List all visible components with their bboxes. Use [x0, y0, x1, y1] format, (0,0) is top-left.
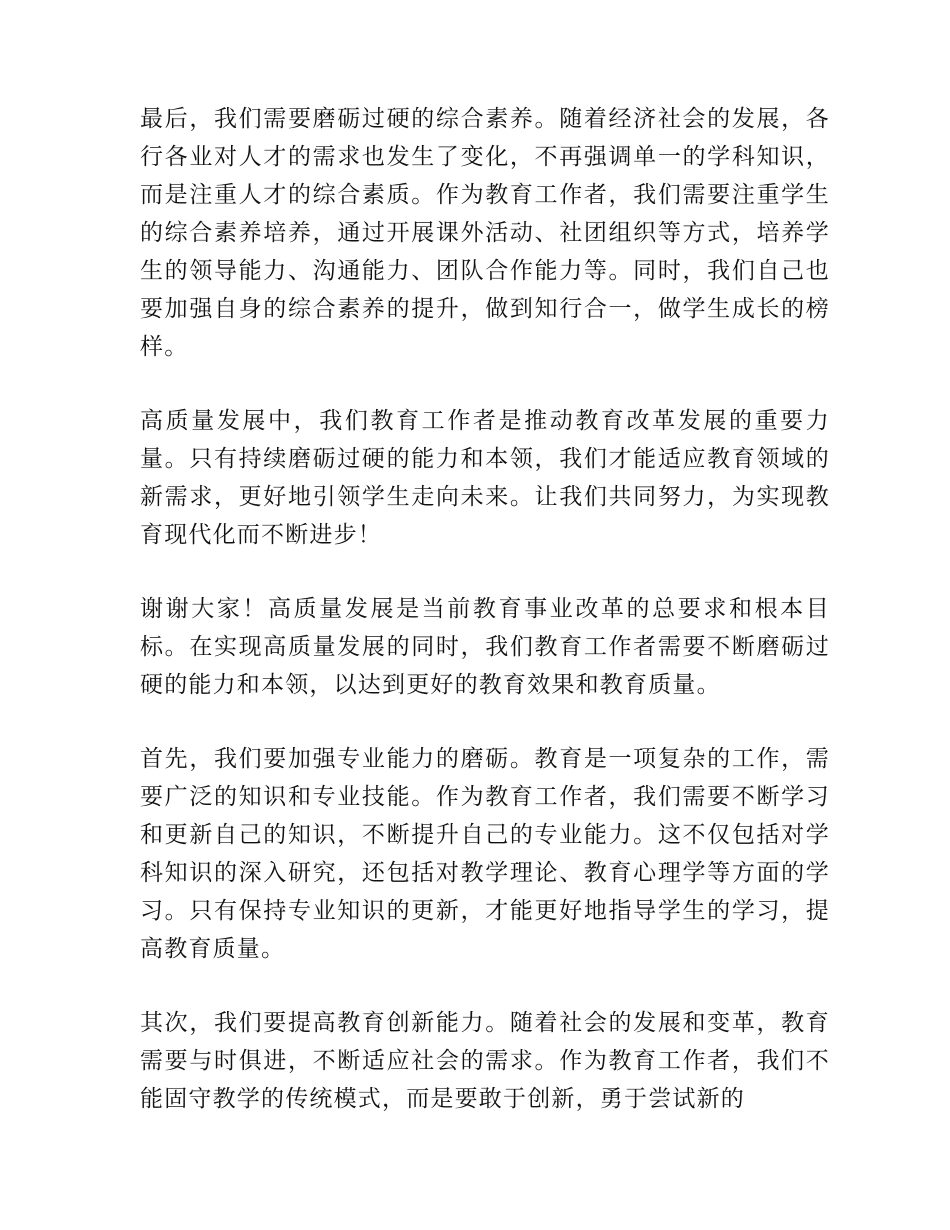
- paragraph-professional-ability: 首先，我们要加强专业能力的磨砺。教育是一项复杂的工作，需要广泛的知识和专业技能。作为教育工作者，我们需要不断学习和更新自己的知识，不断提升自己的专业能力。这不仅包括对学科知识的深入研究，还包括对教学理论、教育心理学等方面的学习。只有保持专业知识的更新，才能更好地指导学生的学习，提高教育质量。: [140, 746, 830, 962]
- paragraph-innovation-ability: 其次，我们要提高教育创新能力。随着社会的发展和变革，教育需要与时俱进，不断适应社会的需求。作为教育工作者，我们不能固守教学的传统模式，而是要敢于创新，勇于尝试新的: [140, 1010, 830, 1112]
- paragraph-high-quality-development: 高质量发展中，我们教育工作者是推动教育改革发展的重要力量。只有持续磨砺过硬的能力和本领，我们才能适应教育领域的新需求，更好地引领学生走向未来。让我们共同努力，为实现教育现代化而不断进步！: [140, 408, 830, 548]
- document-body: [140, 100, 830, 1154]
- paragraph-thanks: 谢谢大家！高质量发展是当前教育事业改革的总要求和根本目标。在实现高质量发展的同时，我们教育工作者需要不断磨砺过硬的能力和本领，以达到更好的教育效果和教育质量。: [140, 596, 830, 698]
- paragraph-comprehensive-quality: 最后，我们需要磨砺过硬的综合素养。随着经济社会的发展，各行各业对人才的需求也发生了变化，不再强调单一的学科知识，而是注重人才的综合素质。作为教育工作者，我们需要注重学生的综合素养培养，通过开展课外活动、社团组织等方式，培养学生的领导能力、沟通能力、团队合作能力等。同时，我们自己也要加强自身的综合素养的提升，做到知行合一，做学生成长的榜样。: [140, 106, 830, 360]
